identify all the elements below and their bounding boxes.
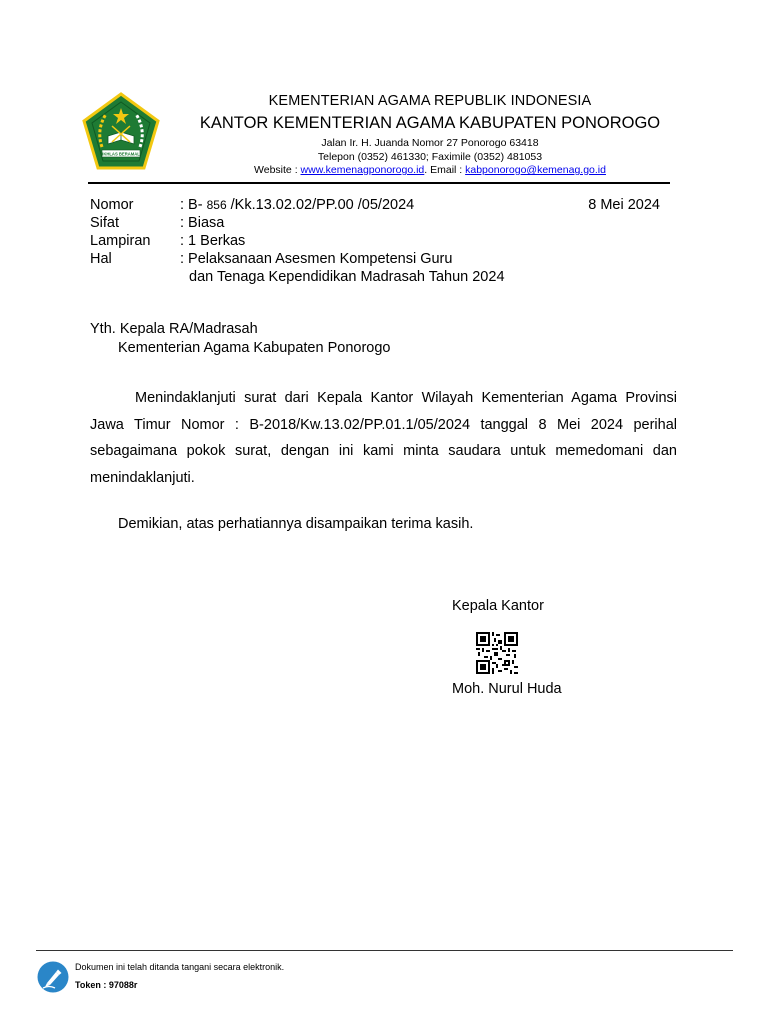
website-label: Website : [254,164,301,176]
nomor-number: 856 [206,198,227,212]
ministry-title: KEMENTERIAN AGAMA REPUBLIK INDONESIA [268,93,592,109]
recipient-line-1: Yth. Kepala RA/Madrasah [90,321,258,337]
e-signature-pen-icon [37,961,69,993]
recipient-line-2: Kementerian Agama Kabupaten Ponorogo [118,340,391,356]
signature-title: Kepala Kantor [452,598,544,614]
footer-divider [36,950,733,951]
lampiran-value: : 1 Berkas [180,233,246,249]
office-phone: Telepon (0352) 461330; Faximile (0352) 481053 [317,151,543,163]
hal-line-1: : Pelaksanaan Asesmen Kompetensi Guru [180,251,453,267]
office-contact [180,164,680,176]
lampiran-label: Lampiran [90,233,151,249]
signatory-name: Moh. Nurul Huda [452,681,562,697]
e-signature-note: Dokumen ini telah ditanda tangani secara elektronik. [75,962,285,972]
nomor-suffix: /Kk.13.02.02/PP.00 /05/2024 [230,197,415,213]
email-label: . Email : [424,164,466,176]
email-link[interactable]: kabponorogo@kemenag.go.id [465,164,606,176]
sifat-label: Sifat [90,215,120,231]
qr-code-icon [476,632,518,674]
hal-line-2: dan Tenaga Kependidikan Madrasah Tahun 2024 [189,269,505,285]
nomor-label: Nomor [90,197,134,213]
kemenag-logo [82,92,160,172]
office-address: Jalan Ir. H. Juanda Nomor 27 Ponorogo 63418 [321,137,539,149]
letterhead-divider [88,182,670,184]
office-title: KANTOR KEMENTERIAN AGAMA KABUPATEN PONOROGO [199,114,661,132]
website-link[interactable]: www.kemenagponorogo.id [300,164,425,176]
closing-line: Demikian, atas perhatiannya disampaikan terima kasih. [118,516,474,532]
hal-label: Hal [90,251,112,267]
letter-date: 8 Mei 2024 [588,197,660,213]
body-paragraph: Menindaklanjuti surat dari Kepala Kantor Wilayah Kementerian Agama Provinsi Jawa Timur Nomor : B-2018/Kw.13.02/PP.01.1/05/2024 tanggal 8 Mei 2024 perihal sebagaimana pokok surat, dengan ini kami minta saudara untuk memedomani dan menindaklanjuti. [90,390,677,486]
sifat-value: : Biasa [180,215,225,231]
e-signature-token: Token : 97088r [75,980,138,990]
nomor-prefix: : B- [180,197,203,213]
nomor-value [180,197,414,213]
logo-motto: IKHLAS BERAMAL [102,151,140,157]
